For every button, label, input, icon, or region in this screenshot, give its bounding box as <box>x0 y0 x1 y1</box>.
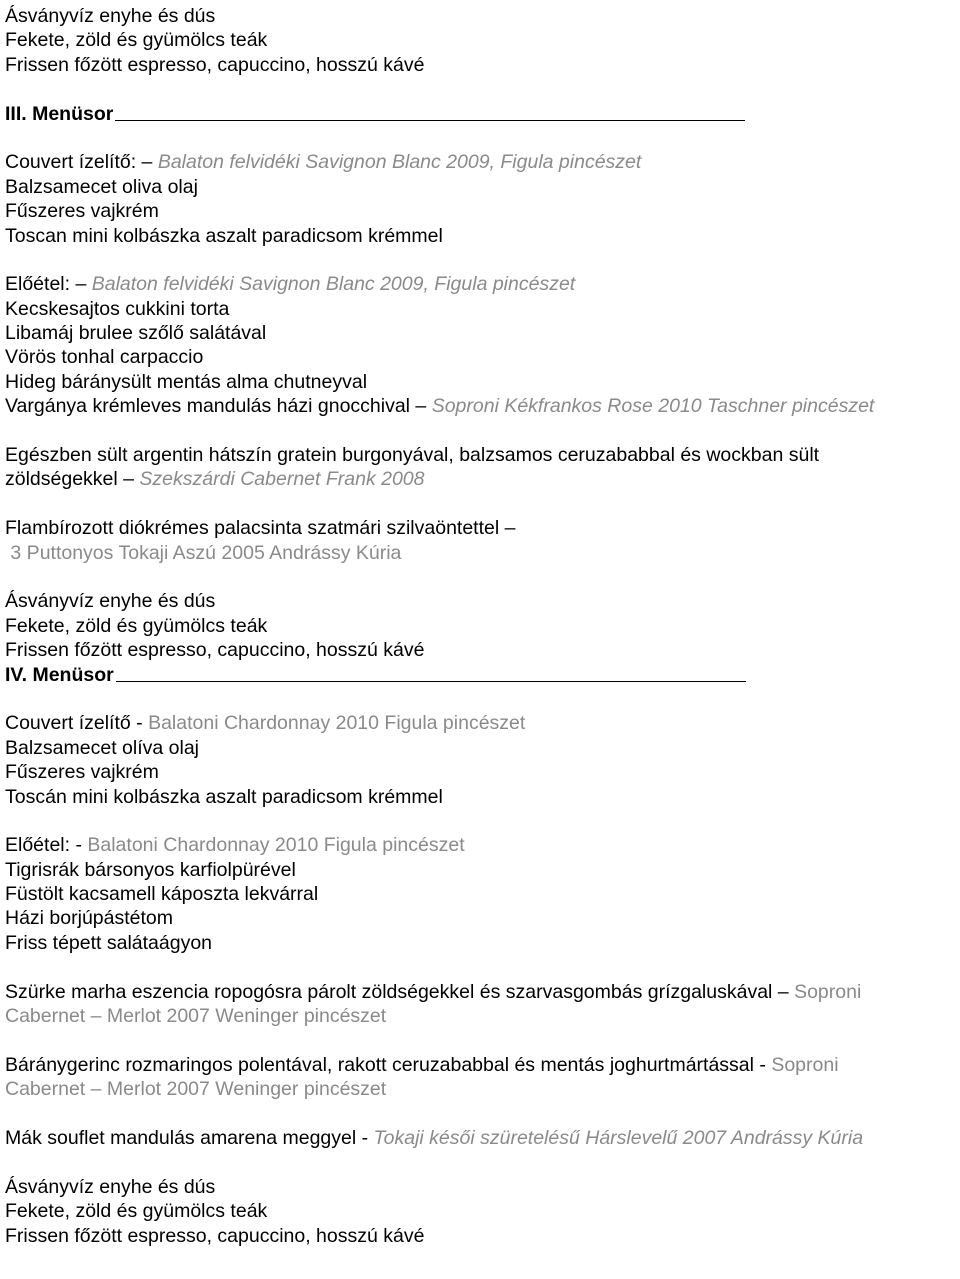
menu4-starter <box>5 833 957 857</box>
menu-document <box>5 4 957 1248</box>
wine-pairing: Tokaji késői szüretelésű Hárslevelű 2007 Andrássy Kúria <box>373 1126 864 1149</box>
wine-pairing: Soproni <box>771 1053 839 1076</box>
menu4-main2-wine: Cabernet – Merlot 2007 Weninger pincészet <box>5 1078 387 1101</box>
menu-item: Friss tépett salátaágyon <box>5 931 213 954</box>
menu-item: Vörös tonhal carpaccio <box>5 346 204 369</box>
menu3-couvert <box>5 150 957 174</box>
menu3-title-underline <box>115 120 745 121</box>
menu-item: Balzsamecet oliva olaj <box>5 175 198 198</box>
menu4-main1-wine: Cabernet – Merlot 2007 Weninger pincészet <box>5 1005 387 1028</box>
menu-item: Hideg báránysült mentás alma chutneyval <box>5 370 368 393</box>
menu3-title <box>5 102 957 126</box>
drink-item: Ásványvíz enyhe és dús <box>5 590 216 613</box>
drink-item: Fekete, zöld és gyümölcs teák <box>5 29 268 52</box>
drink-item: Frissen főzött espresso, capuccino, hosszú kávé <box>5 53 425 76</box>
drink-item: Fekete, zöld és gyümölcs teák <box>5 614 268 637</box>
drink-item: Frissen főzött espresso, capuccino, hosszú kávé <box>5 639 425 662</box>
menu4-drinks <box>5 1175 957 1248</box>
wine-pairing: Soproni <box>794 980 862 1003</box>
menu3-soup <box>5 394 957 418</box>
menu-item: Kecskesajtos cukkini torta <box>5 297 230 320</box>
main-text: Szürke marha eszencia ropogósra párolt zöldségekkel és szarvasgombás grízgaluskával – <box>5 980 789 1003</box>
menu-item: Tigrisrák bársonyos karfiolpürével <box>5 858 296 881</box>
menu3-title-text: III. Menüsor <box>5 102 114 125</box>
starter-label: Előétel: - <box>5 834 82 857</box>
menu3-drinks <box>5 589 957 662</box>
wine-pairing: 3 Puttonyos Tokaji Aszú 2005 Andrássy Kúria <box>10 541 402 564</box>
menu4-couvert <box>5 711 957 735</box>
dessert-text: Mák souflet mandulás amarena meggyel - <box>5 1126 369 1149</box>
menu4-title-underline <box>116 681 746 682</box>
menu3-dessert: Flambírozott diókrémes palacsinta szatmári szilvaöntettel – <box>5 517 516 540</box>
drink-item: Ásványvíz enyhe és dús <box>5 1175 216 1198</box>
wine-pairing: Soproni Kékfrankos Rose 2010 Taschner pincészet <box>431 395 875 418</box>
drink-item: Ásványvíz enyhe és dús <box>5 5 216 27</box>
menu3-starter <box>5 272 957 296</box>
menu-item: Toscán mini kolbászka aszalt paradicsom krémmel <box>5 785 443 808</box>
main-text: zöldségekkel – <box>5 468 134 491</box>
menu-item: Füstölt kacsamell káposzta lekvárral <box>5 883 319 906</box>
menu4-main2 <box>5 1053 957 1077</box>
couvert-label: Couvert ízelítő: – <box>5 151 153 174</box>
drink-item: Fekete, zöld és gyümölcs teák <box>5 1200 268 1223</box>
menu3-main-line1: Egészben sült argentin hátszín gratein burgonyával, balzsamos ceruzababbal és wockban sült <box>5 444 820 467</box>
menu3-dessert-wine <box>5 541 957 565</box>
drink-item: Frissen főzött espresso, capuccino, hosszú kávé <box>5 1224 425 1247</box>
menu4-title <box>5 663 957 687</box>
menu4-main1 <box>5 980 957 1004</box>
menu-item: Toscan mini kolbászka aszalt paradicsom krémmel <box>5 224 443 247</box>
wine-pairing: Balatoni Chardonnay 2010 Figula pincészet <box>87 834 465 857</box>
menu4-title-text: IV. Menüsor <box>5 663 114 686</box>
drinks-top <box>5 4 957 77</box>
menu-item: Házi borjúpástétom <box>5 907 173 930</box>
menu-item: Fűszeres vajkrém <box>5 761 159 784</box>
menu-item: Libamáj brulee szőlő salátával <box>5 322 267 345</box>
menu-item: Balzsamecet olíva olaj <box>5 736 200 759</box>
menu-item: Fűszeres vajkrém <box>5 200 159 223</box>
main-text: Báránygerinc rozmaringos polentával, rakott ceruzababbal és mentás joghurtmártással - <box>5 1053 766 1076</box>
wine-pairing: Balaton felvidéki Savignon Blanc 2009, Figula pincészet <box>157 151 642 174</box>
starter-label: Előétel: – <box>5 273 87 296</box>
wine-pairing: Balatoni Chardonnay 2010 Figula pincészet <box>148 712 526 735</box>
menu4-dessert <box>5 1126 957 1150</box>
soup-text: Vargánya krémleves mandulás házi gnocchival – <box>5 395 427 418</box>
wine-pairing: Balaton felvidéki Savignon Blanc 2009, Figula pincészet <box>91 273 576 296</box>
couvert-label: Couvert ízelítő - <box>5 712 143 735</box>
wine-pairing: Szekszárdi Cabernet Frank 2008 <box>139 468 425 491</box>
menu3-main-line2 <box>5 467 957 491</box>
